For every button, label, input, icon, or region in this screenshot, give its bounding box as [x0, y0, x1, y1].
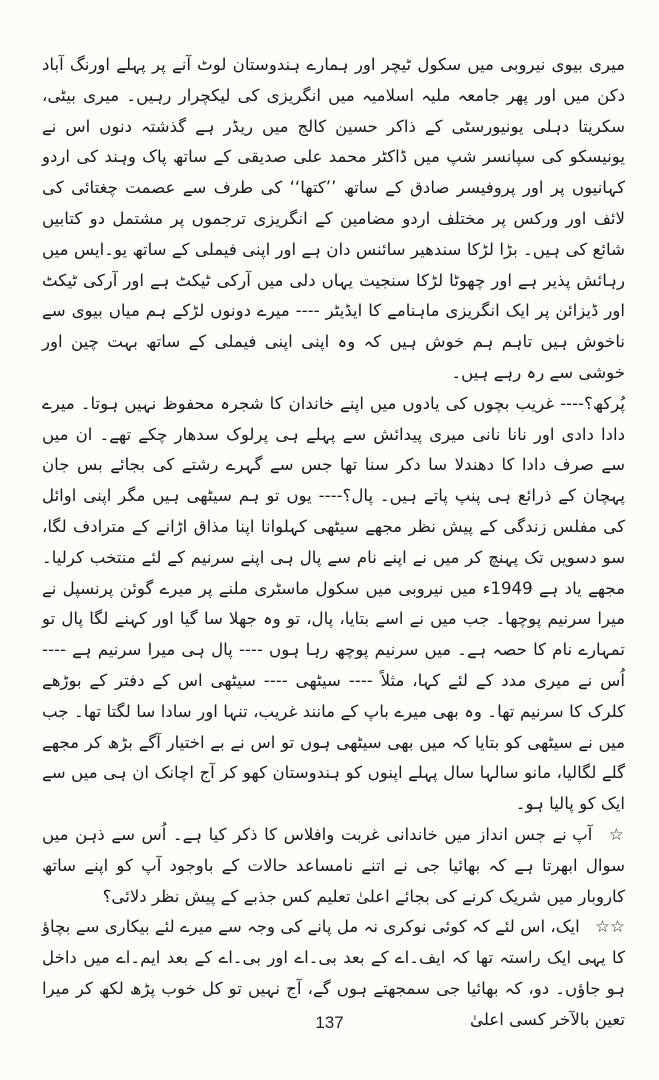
paragraph-text: آپ نے جس انداز میں خاندانی غربت وافلاس کا ذکر کیا ہے۔ اُس سے ذہن میں سوال ابھرتا ہے کہ بھائیا جی نے اتنے نامساعد حالات کے باوجود آپ کو اپنے ساتھ کاروبار میں شریک کرنے کی بجائے اعلیٰ تعلیم کس جذبے کے پیش نظر دلائی؟ — [42, 824, 625, 906]
page-number: 137 — [315, 1013, 344, 1032]
paragraph-text: ایک، اس لئے کہ کوئی نوکری نہ مل پانے کی وجہ سے میرے لئے بیکاری سے بچاؤ کا یہی ایک راستہ تھا کہ ایف۔اے کے بعد بی۔اے اور بی۔اے کے بعد ایم۔اے میں داخل ہو جاؤں۔ دو، کہ بھائیا جی سمجھتے ہوں گے، آج نہیں تو کل خوب پڑھ لکھ کر میرا تعین بالآخر کسی اعلیٰ — [42, 917, 625, 1029]
star-marker-icon: ☆ — [608, 824, 625, 844]
double-star-marker-icon: ☆☆ — [595, 917, 625, 937]
paragraph-ancestry — [42, 389, 625, 820]
paragraph-family — [42, 50, 625, 389]
urdu-text-body — [42, 50, 625, 1036]
paragraph-text: میری بیوی نیروبی میں سکول ٹیچر اور ہمارے ہندوستان لوٹ آنے پر پہلے اورنگ آباد دکن میں اور پھر جامعہ ملیہ اسلامیہ میں انگریزی کی لیکچرار رہیں۔ میری بیٹی، سکریتا دہلی یونیورسٹی کے ذاکر حسین کالج میں ریڈر ہے گذشتہ دنوں اس نے یونیسکو کی سپانسر شپ میں ڈاکٹر محمد علی صدیقی کے ساتھ پاک وہند کی اردو کہانیوں پر اور پروفیسر صادق کے ساتھ ’’کتھا‘‘ کی طرف سے عصمت چغتائی کی لائف اور ورکس پر مختلف اردو مضامین کے انگریزی ترجموں پر مشتمل دو کتابیں شائع کی ہیں۔ بڑا لڑکا سندھیر سائنس دان ہے اور اپنی فیملی کے ساتھ یو۔ایس میں رہائش پذیر ہے اور چھوٹا لڑکا سنجیت یہاں دلی میں آرکی ٹیکٹ ہے اور آرکی ٹیکٹ اور ڈیزائن پر ایک انگریزی ماہنامے کا ایڈیٹر ---- میرے دونوں لڑکے ہم میاں بیوی سے ناخوش ہیں تاہم ہم خوش ہیں کہ وہ اپنی اپنی فیملی کے ساتھ بہت چین اور خوشی سے رہ رہے ہیں۔ — [42, 55, 625, 382]
paragraph-text: پُرکھ؟---- غریب بچوں کی یادوں میں اپنے خاندان کا شجرہ محفوظ نہیں ہوتا۔ میرے دادا دادی اور نانا نانی میری پیدائش سے پہلے ہی پرلوک سدھار چکے تھے۔ ان میں سے صرف دادا کا دھندلا سا دکر سنا تھا جس سے گہرے رشتے کی بجائے بس جان پہچان کے ذرائع ہی پنپ پاتے ہیں۔ پال؟---- یوں تو ہم سیٹھی ہیں مگر اپنی اوائل کی مفلس زندگی کے پیش نظر مجھے سیٹھی کہلوانا اپنا مذاق اڑانے کے مترادف لگا، سو دسویں تک پہنچ کر میں نے اپنے نام سے پال ہی اپنے سرنیم کے لئے منتخب کرلیا۔ مجھے یاد ہے 1949ء میں نیروبی میں سکول ماسٹری ملنے پر میرے گوئن پرنسپل نے میرا سرنیم پوچھا۔ جب میں نے اسے بتایا، پال، تو وہ جھلا سا گیا اور کہنے لگا پال تو تمہارے نام کا حصہ ہے۔ میں سرنیم پوچھ رہا ہوں ---- پال ہی میرا سرنیم ہے ---- اُس نے میری مدد کے لئے کہا، مثلاً ---- سیٹھی ---- سیٹھی اس کے دفتر کے بوڑھے کلرک کا سرنیم تھا۔ وہ بھی میرے باپ کے مانند غریب، تنہا اور سادا سا لگتا تھا۔ جب میں نے سیٹھی کو بتایا کہ میں بھی سیٹھی ہوں تو اس نے بے اختیار آگے بڑھ کر مجھے گلے لگالیا، مانو سالہا سال پہلے اپنوں کو ہندوستان کھو کر آج اچانک ان ہی میں سے ایک کو پالیا ہو۔ — [42, 393, 626, 814]
paragraph-question — [42, 820, 625, 912]
